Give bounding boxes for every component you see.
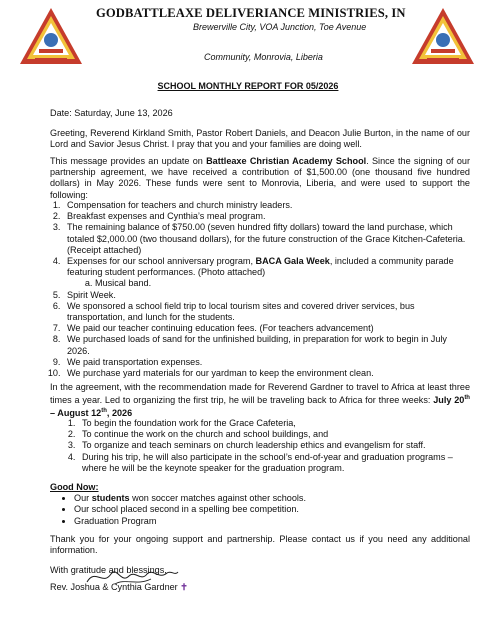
list-item: a. Musical band. [95,278,470,289]
list-item: 10. We purchase yard materials for our yardman to keep the environment clean. [63,368,470,379]
trip-list [50,418,470,474]
ministry-logo-left [18,6,84,66]
closing-paragraph: Thank you for your ongoing support and partnership. Please contact us if you need any additional information. [50,534,470,556]
list-item: 3. To organize and teach seminars on church leadership ethics and evangelism for staff. [78,440,470,451]
cross-icon: ✝ [180,582,188,592]
list-item: 5. Spirit Week. [63,290,470,301]
list-item: 9. We paid transportation expenses. [63,357,470,368]
trip-list-container [50,418,470,474]
funds-list [50,200,470,379]
item-4-before: Expenses for our school anniversary program, [67,256,256,267]
list-item: 7. We paid our teacher continuing education fees. (For teachers advancement) [63,323,470,334]
agreement-text: In the agreement, with the recommendation made for Reverend Gardner to travel to Africa at least three times a year. Led to organizing the first trip, he will be traveling back to Africa for three weeks: [50,382,470,406]
good-now-section [50,482,470,527]
ministry-logo-right [410,6,476,66]
list-item: 3. The remaining balance of $750.00 (seven hundred fifty dollars) toward the land purchase, which totaled $2,000.00 (two thousand dollars), for the future construction of the Grace Kitchen-Cafeteria. (Receipt attached) [63,222,470,256]
funds-list-container [50,200,470,379]
list-item: • Our school placed second in a spelling bee competition. [74,504,470,515]
list-item: 2. To continue the work on the church and school buildings, and [78,429,470,440]
report-title: SCHOOL MONTHLY REPORT FOR 05/2026 [157,81,339,91]
address-line-1: Brewerville City, VOA Junction, Toe Avenue [193,22,367,32]
item-4-after: , included a community parade featuring student performances. (Photo attached) [67,256,454,278]
date-line: Date: Saturday, June 13, 2026 [50,108,173,118]
list-item: 1. To begin the foundation work for the Grace Cafeteria, [78,418,470,429]
list-item: 2. Breakfast expenses and Cynthia’s meal program. [63,211,470,222]
list-item: • Graduation Program [74,516,470,527]
signatory-line [50,582,188,593]
list-item [63,256,470,290]
good-now-heading: Good Now: [50,482,99,492]
address-line-2: Community, Monrovia, Liberia [204,52,323,62]
org-name: GODBATTLEAXE DELIVERIANCE MINISTRIES, IN [96,6,406,20]
list-item: • Our students won soccer matches against other schools. [74,493,470,504]
gala-week: BACA Gala Week [255,256,330,267]
intro-paragraph [50,156,470,201]
trip-dates: July 20th – August 12th, 2026 [50,395,470,419]
greeting-paragraph: Greeting, Reverend Kirkland Smith, Pastor Robert Daniels, and Deacon Julie Burton, in the name of our Lord and Savior Jesus Christ. I pray that you and your families are doing well. [50,128,470,150]
list-item: 1. Compensation for teachers and church ministry leaders. [63,200,470,211]
sub-list [67,278,470,289]
sign-off: With gratitude and blessings, [50,565,167,575]
intro-part-1: This message provides an update on [50,156,207,166]
list-item: 8. We purchased loads of sand for the unfinished building, in preparation for work to begin in July 2026. [63,334,470,356]
list-item: 4. During his trip, he will also participate in the school’s end-of-year and graduation programs – where he will be the keynote speaker for the graduation program. [78,452,470,474]
intro-part-2: . Since the signing of our partnership agreement, we have received a contribution of $1,500.00 (one thousand five hundred dollars) in May 2026. These funds were sent to Monrovia, Liberia, and were used to support the following: [50,156,470,200]
school-name: Battleaxe Christian Academy School [206,156,367,166]
signatory-name: Rev. Joshua & Cynthia Gardner [50,582,178,592]
agreement-paragraph [50,382,470,420]
good-now-list [50,493,470,527]
list-item: 6. We sponsored a school field trip to local tourism sites and covered driver services, bus transportation, and lunch for the students. [63,301,470,323]
